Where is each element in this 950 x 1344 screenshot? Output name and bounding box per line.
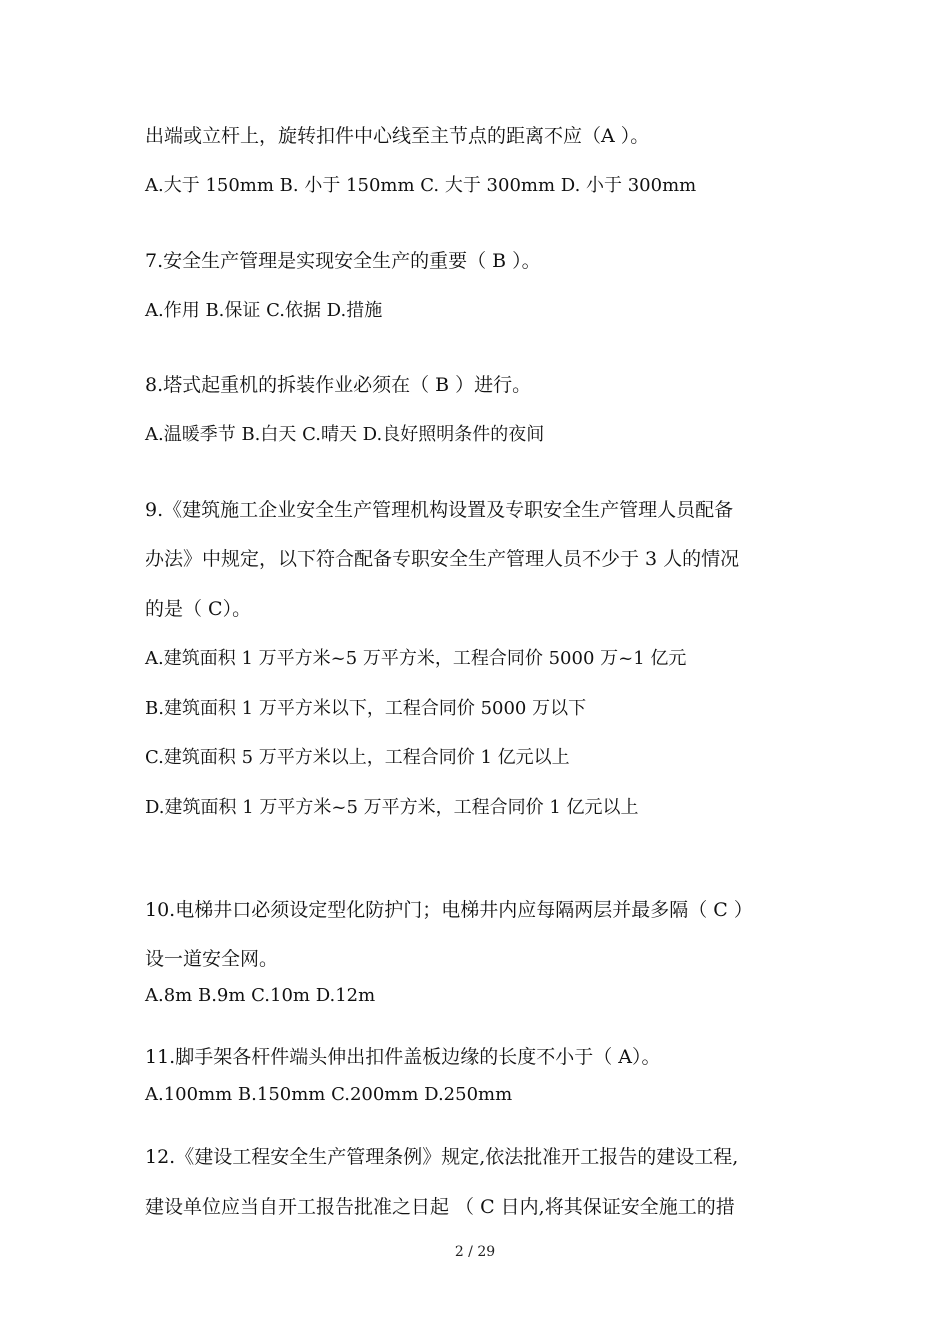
text-line: 建设单位应当自开工报告批准之日起 （ C 日内,将其保证安全施工的措 [145,1196,735,1218]
text-line: 出端或立杆上，旋转扣件中心线至主节点的距离不应（A ）。 [145,125,650,147]
option-line: A.100mm B.150mm C.200mm D.250mm [145,1084,513,1105]
option-line: A.8m B.9m C.10m D.12m [145,985,376,1006]
question-11: 11.脚手架各杆件端头伸出扣件盖板边缘的长度不小于（ A）。 [145,1046,661,1068]
option-line: A.建筑面积 1 万平方米~5 万平方米，工程合同价 5000 万~1 亿元 [145,648,687,669]
question-9: 9.《建筑施工企业安全生产管理机构设置及专职安全生产管理人员配备 [145,499,734,521]
option-line: D.建筑面积 1 万平方米~5 万平方米，工程合同价 1 亿元以上 [145,797,639,818]
option-line: A.温暖季节 B.白天 C.晴天 D.良好照明条件的夜间 [145,424,545,445]
question-8: 8.塔式起重机的拆装作业必须在（ B ）进行。 [145,374,532,396]
question-10: 10.电梯井口必须设定型化防护门；电梯井内应每隔两层并最多隔（ C ） [145,899,753,921]
option-line: A.作用 B.保证 C.依据 D.措施 [145,300,383,321]
option-line: B.建筑面积 1 万平方米以下，工程合同价 5000 万以下 [145,698,587,719]
text-line: 的是（ C）。 [145,598,252,620]
question-12: 12.《建设工程安全生产管理条例》规定,依法批准开工报告的建设工程, [145,1146,739,1168]
question-7: 7.安全生产管理是实现安全生产的重要（ B ）。 [145,250,541,272]
text-line: 办法》中规定，以下符合配备专职安全生产管理人员不少于 3 人的情况 [145,548,740,570]
option-line: A.大于 150mm B. 小于 150mm C. 大于 300mm D. 小于 300mm [145,175,697,196]
option-line: C.建筑面积 5 万平方米以上，工程合同价 1 亿元以上 [145,747,570,768]
page-number: 2 / 29 [454,1244,496,1260]
text-line: 设一道安全网。 [145,948,279,970]
